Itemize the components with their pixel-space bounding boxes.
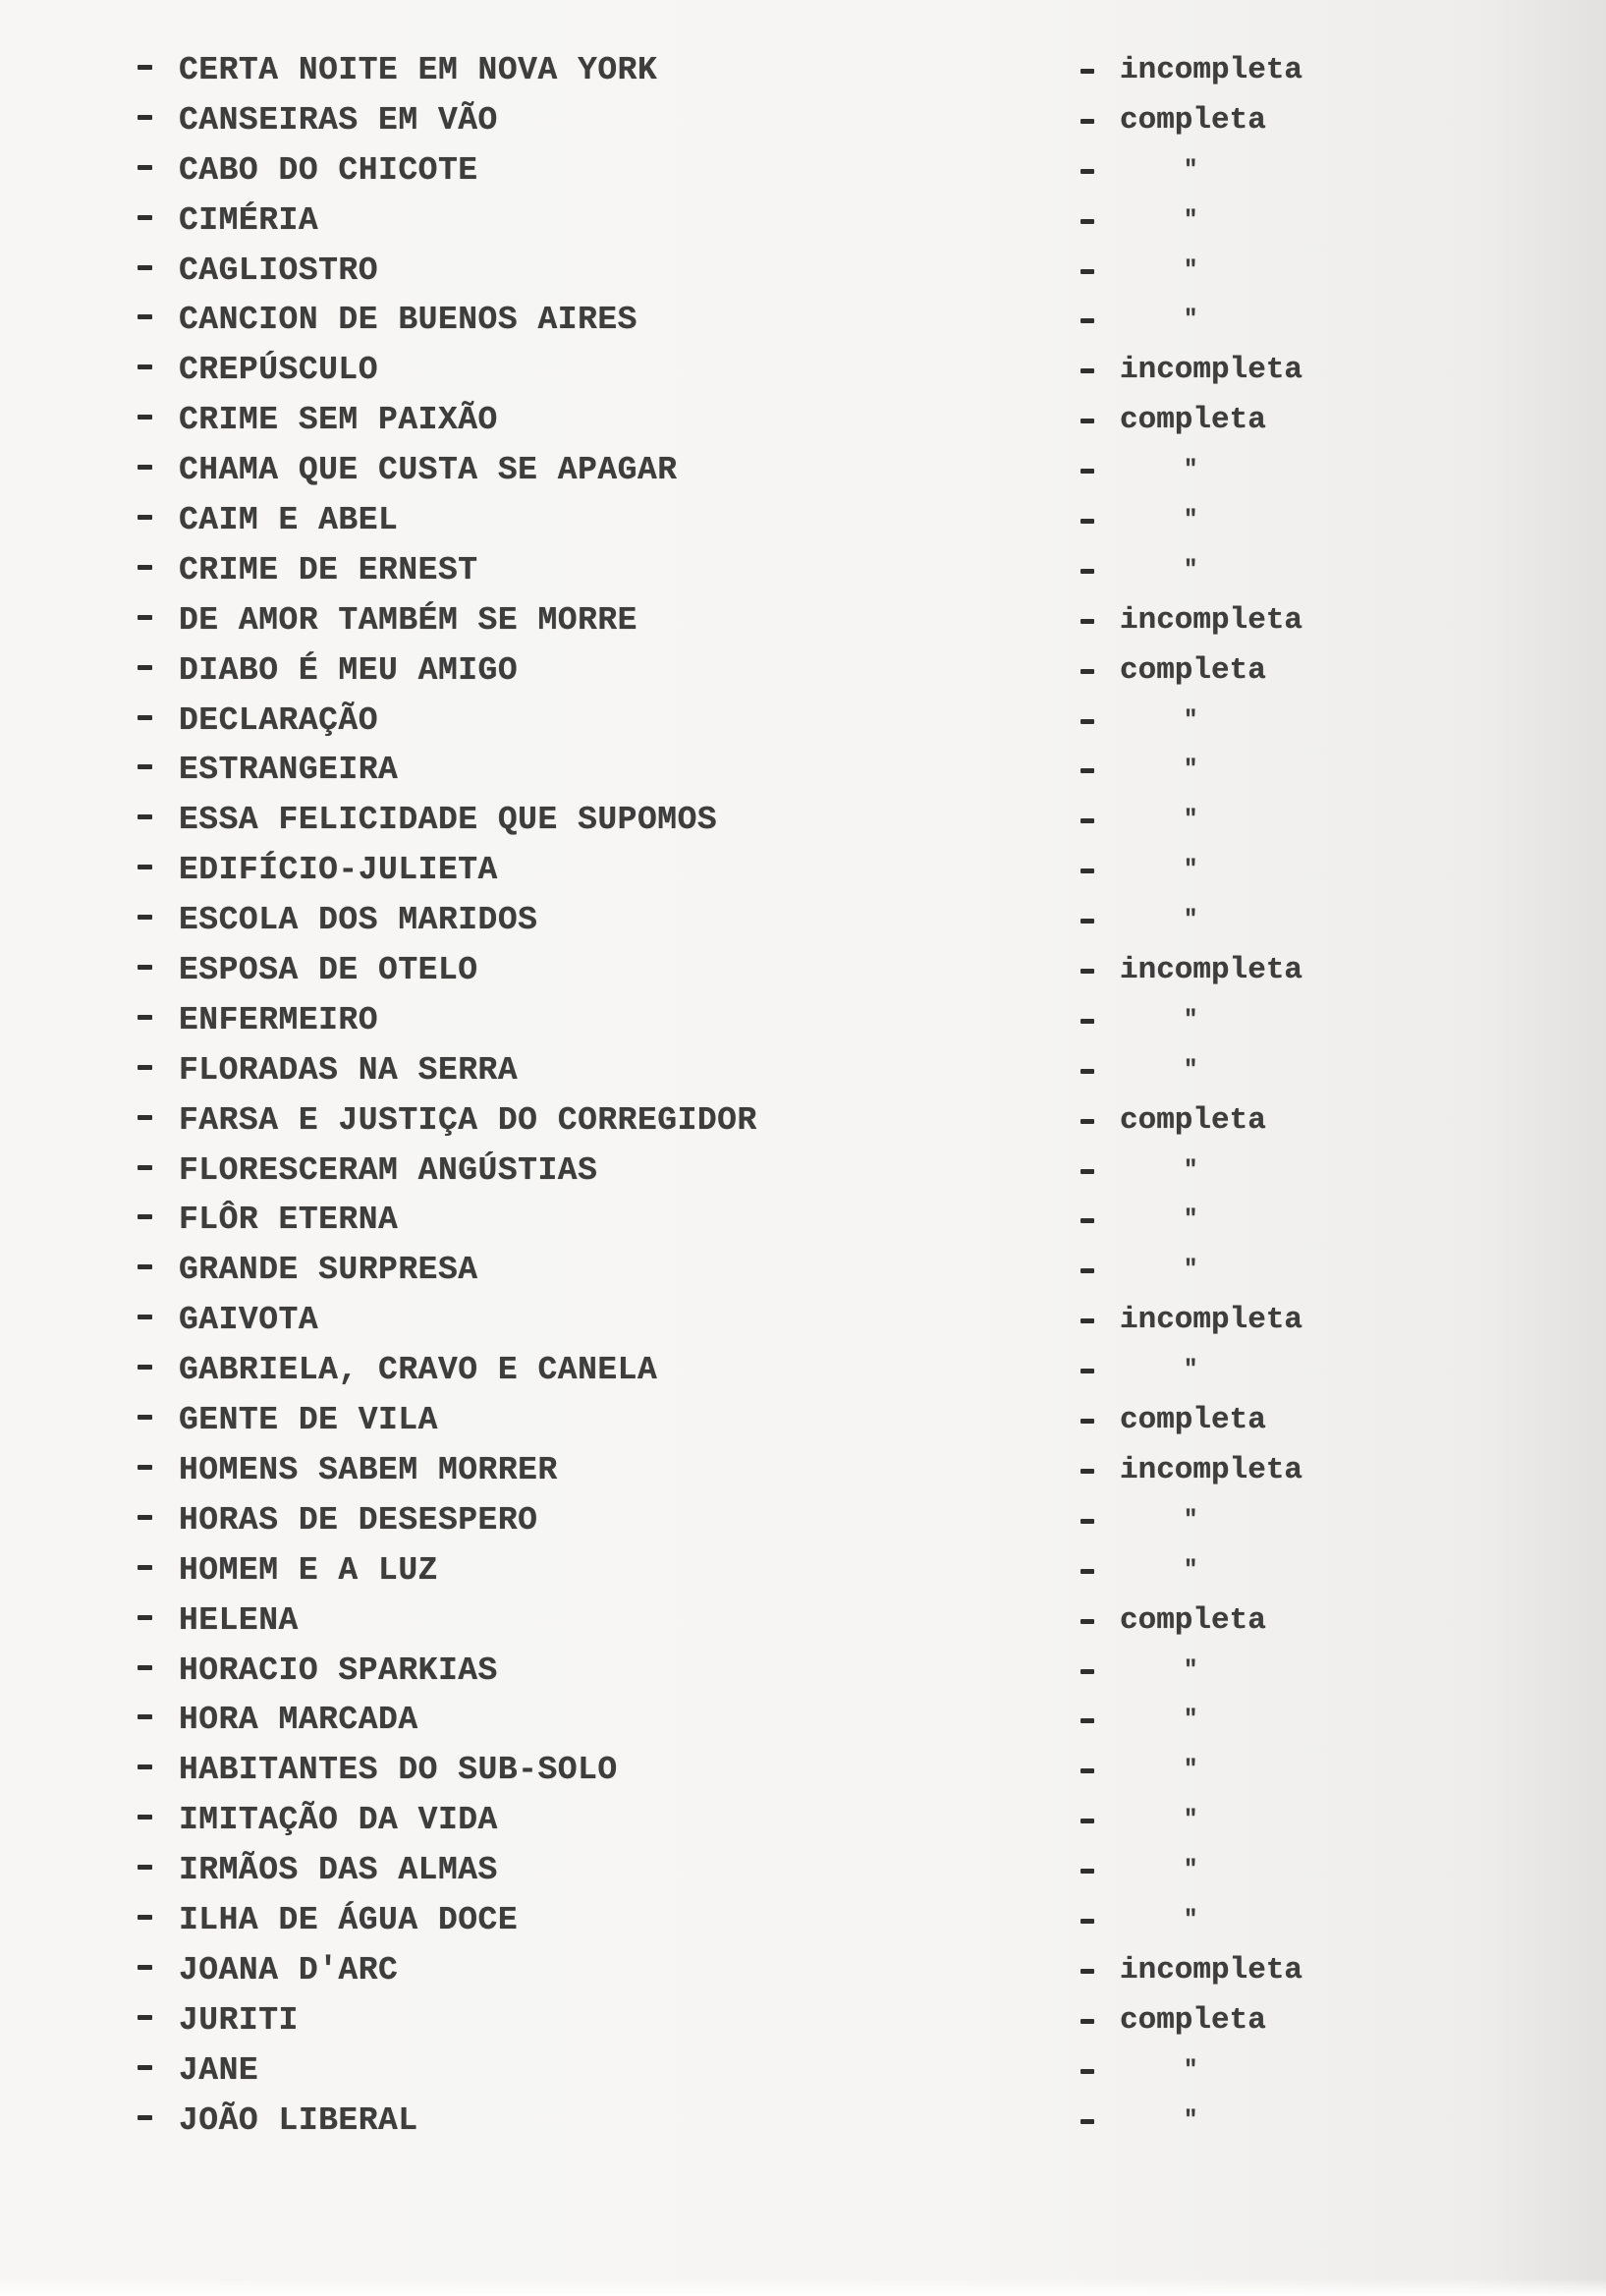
ditto-mark: " (1184, 1707, 1198, 1734)
status-dash (1080, 69, 1094, 74)
list-item (0, 2051, 1606, 2101)
ditto-mark: " (1184, 1506, 1198, 1534)
list-item (0, 451, 1606, 501)
ditto-mark: " (1184, 206, 1198, 234)
status-dash (1080, 1919, 1094, 1924)
entry-status: incompleta (1120, 602, 1303, 638)
ditto-mark: " (1184, 1757, 1198, 1784)
entry-status: incompleta (1120, 353, 1303, 388)
entry-status: completa (1120, 2002, 1266, 2038)
bullet-dash (138, 314, 152, 319)
ditto-mark: " (1184, 706, 1198, 734)
entry-title: CERTA NOITE EM NOVA YORK (179, 52, 658, 88)
list-item (0, 1151, 1606, 1202)
bullet-dash (138, 1865, 152, 1870)
ditto-mark: " (1184, 1006, 1198, 1034)
entry-title: ESCOLA DOS MARIDOS (179, 902, 538, 939)
status-dash (1080, 1569, 1094, 1574)
status-dash (1080, 1519, 1094, 1524)
entry-title: JURITI (179, 2001, 299, 2039)
ditto-mark: " (1184, 907, 1198, 934)
list-item (0, 2001, 1606, 2051)
list-item (0, 901, 1606, 951)
list-item (0, 1451, 1606, 1501)
bullet-dash (138, 1264, 152, 1269)
status-dash (1080, 669, 1094, 674)
list-item (0, 252, 1606, 302)
list-item (0, 51, 1606, 101)
status-dash (1080, 619, 1094, 624)
entry-status: completa (1120, 102, 1266, 138)
bullet-dash (138, 715, 152, 720)
bullet-dash (138, 115, 152, 120)
entry-title: CABO DO CHICOTE (179, 151, 478, 189)
status-dash (1080, 2019, 1094, 2024)
entry-title: HOMENS SABEM MORRER (179, 1451, 558, 1488)
status-dash (1080, 1019, 1094, 1024)
ditto-mark: " (1184, 2056, 1198, 2084)
status-dash (1080, 919, 1094, 924)
entry-title: CIMÉRIA (179, 201, 319, 239)
bullet-dash (138, 65, 152, 70)
list-item (0, 301, 1606, 351)
status-dash (1080, 1369, 1094, 1373)
ditto-mark: " (1184, 1257, 1198, 1284)
entry-title: CREPÚSCULO (179, 352, 379, 389)
entry-title: GAIVOTA (179, 1302, 319, 1339)
bullet-dash (138, 764, 152, 769)
status-dash (1080, 2119, 1094, 2124)
ditto-mark: " (1184, 457, 1198, 484)
list-item (0, 701, 1606, 752)
ditto-mark: " (1184, 807, 1198, 834)
status-dash (1080, 1669, 1094, 1674)
list-item (0, 1001, 1606, 1051)
status-dash (1080, 1969, 1094, 1974)
list-item (0, 1701, 1606, 1751)
bullet-dash (138, 364, 152, 369)
list-item (0, 1201, 1606, 1251)
entry-title: DE AMOR TAMBÉM SE MORRE (179, 601, 637, 639)
ditto-mark: " (1184, 2106, 1198, 2134)
entry-title: FLORESCERAM ANGÚSTIAS (179, 1151, 598, 1189)
ditto-mark: " (1184, 156, 1198, 184)
status-dash (1080, 1318, 1094, 1323)
list-item (0, 1251, 1606, 1301)
status-dash (1080, 169, 1094, 174)
status-dash (1080, 1768, 1094, 1773)
list-item (0, 351, 1606, 401)
status-dash (1080, 318, 1094, 323)
ditto-mark: " (1184, 1156, 1198, 1184)
bullet-dash (138, 565, 152, 570)
bullet-dash (138, 265, 152, 270)
list-item (0, 1851, 1606, 1901)
status-dash (1080, 1218, 1094, 1223)
list-item (0, 1051, 1606, 1101)
entry-title: ESPOSA DE OTELO (179, 952, 478, 989)
ditto-mark: " (1184, 1056, 1198, 1084)
entry-status: incompleta (1120, 1303, 1303, 1338)
list-item (0, 1652, 1606, 1702)
entry-title: CANCION DE BUENOS AIRES (179, 302, 637, 339)
list-item (0, 401, 1606, 451)
bullet-dash (138, 1465, 152, 1470)
bullet-dash (138, 1615, 152, 1620)
status-dash (1080, 969, 1094, 974)
entry-status: incompleta (1120, 953, 1303, 988)
status-dash (1080, 1268, 1094, 1273)
list-item (0, 201, 1606, 252)
status-dash (1080, 868, 1094, 873)
entry-title: EDIFÍCIO-JULIETA (179, 852, 498, 889)
ditto-mark: " (1184, 507, 1198, 534)
bullet-dash (138, 1915, 152, 1920)
entry-title: HELENA (179, 1601, 299, 1639)
status-dash (1080, 1819, 1094, 1823)
entry-title: ENFERMEIRO (179, 1001, 379, 1038)
status-dash (1080, 119, 1094, 124)
bullet-dash (138, 1515, 152, 1520)
list-item (0, 851, 1606, 901)
bullet-dash (138, 215, 152, 220)
entry-title: FARSA E JUSTIÇA DO CORREGIDOR (179, 1101, 757, 1139)
entry-title: FLÔR ETERNA (179, 1202, 399, 1239)
ditto-mark: " (1184, 1857, 1198, 1884)
bullet-dash (138, 915, 152, 920)
ditto-mark: " (1184, 1206, 1198, 1234)
bullet-dash (138, 1764, 152, 1769)
bullet-dash (138, 665, 152, 670)
entry-title: CRIME SEM PAIXÃO (179, 402, 498, 439)
list-item (0, 1301, 1606, 1351)
entry-title: ESTRANGEIRA (179, 752, 399, 789)
status-dash (1080, 269, 1094, 274)
ditto-mark: " (1184, 1906, 1198, 1933)
entry-title: HORA MARCADA (179, 1702, 418, 1739)
ditto-mark: " (1184, 857, 1198, 884)
status-dash (1080, 219, 1094, 224)
status-dash (1080, 1619, 1094, 1624)
list-item (0, 1901, 1606, 1951)
entry-title: FLORADAS NA SERRA (179, 1051, 519, 1089)
bullet-dash (138, 2015, 152, 2020)
list-item (0, 101, 1606, 151)
ditto-mark: " (1184, 1556, 1198, 1584)
list-item (0, 1101, 1606, 1151)
ditto-mark: " (1184, 1656, 1198, 1684)
list-item (0, 751, 1606, 801)
bullet-dash (138, 2065, 152, 2070)
bullet-dash (138, 465, 152, 470)
entry-status: incompleta (1120, 53, 1303, 87)
status-dash (1080, 1869, 1094, 1874)
status-dash (1080, 719, 1094, 724)
status-dash (1080, 1119, 1094, 1124)
list-item (0, 1351, 1606, 1401)
bullet-dash (138, 1965, 152, 1970)
list-item (0, 1401, 1606, 1451)
bullet-dash (138, 1365, 152, 1370)
status-dash (1080, 2069, 1094, 2074)
status-dash (1080, 1169, 1094, 1174)
play-list (0, 51, 1606, 2151)
entry-status: incompleta (1120, 1952, 1303, 1988)
ditto-mark: " (1184, 1357, 1198, 1384)
status-dash (1080, 1419, 1094, 1424)
bullet-dash (138, 1015, 152, 1020)
entry-title: DECLARAÇÃO (179, 701, 379, 739)
list-item (0, 1951, 1606, 2001)
entry-title: JANE (179, 2051, 259, 2089)
bullet-dash (138, 1565, 152, 1570)
entry-title: GRANDE SURPRESA (179, 1252, 478, 1289)
entry-title: GABRIELA, CRAVO E CANELA (179, 1352, 658, 1389)
entry-title: ILHA DE ÁGUA DOCE (179, 1901, 519, 1938)
list-item (0, 601, 1606, 651)
bullet-dash (138, 1315, 152, 1319)
status-dash (1080, 569, 1094, 574)
bullet-dash (138, 1115, 152, 1120)
status-dash (1080, 768, 1094, 773)
bullet-dash (138, 865, 152, 869)
page-edge (0, 2278, 1606, 2296)
entry-title: CRIME DE ERNEST (179, 551, 478, 588)
list-item (0, 551, 1606, 601)
list-item (0, 1551, 1606, 1601)
list-item (0, 951, 1606, 1001)
status-dash (1080, 519, 1094, 524)
entry-title: HORACIO SPARKIAS (179, 1652, 498, 1689)
status-dash (1080, 1069, 1094, 1074)
bullet-dash (138, 965, 152, 970)
status-dash (1080, 1469, 1094, 1474)
entry-title: ESSA FELICIDADE QUE SUPOMOS (179, 802, 718, 839)
list-item (0, 801, 1606, 851)
list-item (0, 1751, 1606, 1801)
bullet-dash (138, 1065, 152, 1070)
bullet-dash (138, 415, 152, 420)
bullet-dash (138, 1665, 152, 1670)
entry-title: CHAMA QUE CUSTA SE APAGAR (179, 452, 678, 489)
entry-status: completa (1120, 652, 1266, 688)
entry-title: IMITAÇÃO DA VIDA (179, 1802, 498, 1839)
entry-title: JOÃO LIBERAL (179, 2101, 418, 2139)
entry-status: incompleta (1120, 1452, 1303, 1487)
entry-status: completa (1120, 1102, 1266, 1138)
entry-title: CAIM E ABEL (179, 502, 399, 539)
ditto-mark: " (1184, 556, 1198, 584)
entry-title: GENTE DE VILA (179, 1402, 438, 1439)
status-dash (1080, 368, 1094, 373)
status-dash (1080, 818, 1094, 823)
bullet-dash (138, 1165, 152, 1170)
entry-title: CAGLIOSTRO (179, 252, 379, 289)
bullet-dash (138, 1415, 152, 1420)
entry-status: completa (1120, 403, 1266, 438)
bullet-dash (138, 1714, 152, 1719)
bullet-dash (138, 1815, 152, 1820)
entry-status: completa (1120, 1602, 1266, 1638)
list-item (0, 651, 1606, 701)
list-item (0, 151, 1606, 201)
bullet-dash (138, 1214, 152, 1219)
bullet-dash (138, 814, 152, 819)
ditto-mark: " (1184, 756, 1198, 784)
list-item (0, 2101, 1606, 2152)
status-dash (1080, 1718, 1094, 1723)
entry-title: IRMÃOS DAS ALMAS (179, 1852, 498, 1889)
ditto-mark: " (1184, 256, 1198, 284)
bullet-dash (138, 165, 152, 170)
entry-title: HORAS DE DESESPERO (179, 1501, 538, 1539)
list-item (0, 1501, 1606, 1551)
entry-title: JOANA D'ARC (179, 1951, 399, 1988)
entry-title: HABITANTES DO SUB-SOLO (179, 1752, 618, 1789)
entry-title: CANSEIRAS EM VÃO (179, 101, 498, 139)
entry-title: DIABO É MEU AMIGO (179, 651, 519, 689)
bullet-dash (138, 2115, 152, 2120)
bullet-dash (138, 615, 152, 620)
ditto-mark: " (1184, 1807, 1198, 1834)
list-item (0, 1601, 1606, 1652)
entry-status: completa (1120, 1403, 1266, 1438)
status-dash (1080, 419, 1094, 423)
bullet-dash (138, 515, 152, 520)
entry-title: HOMEM E A LUZ (179, 1551, 438, 1589)
list-item (0, 1801, 1606, 1851)
list-item (0, 501, 1606, 551)
ditto-mark: " (1184, 307, 1198, 334)
status-dash (1080, 469, 1094, 474)
